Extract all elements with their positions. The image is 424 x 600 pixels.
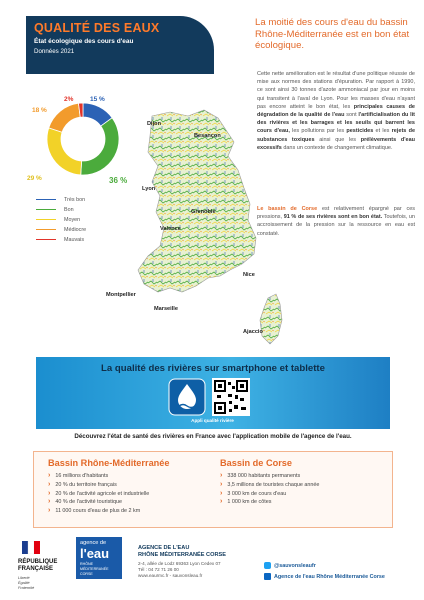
city-besancon: Besançon: [194, 133, 221, 139]
smartphone-title: La qualité des rivières sur smartphone et tablette: [101, 363, 325, 374]
list-item: › 20 % de l'activité agricole et industrielle: [48, 490, 149, 499]
legend-mediocre: Médiocre: [36, 227, 86, 233]
list-item: › 1 000 km de côtes: [220, 498, 319, 507]
app-icon[interactable]: [168, 378, 206, 416]
data-year: Données 2021: [34, 48, 75, 55]
city-valence: Valence: [160, 226, 181, 232]
list-item: › 3,5 millions de touristes chaque année: [220, 481, 319, 490]
pct-moyen-label: 29 %: [27, 175, 42, 182]
linkedin-link[interactable]: Agence de l'eau Rhône Méditerranée Corse: [264, 573, 385, 580]
list-item: › 338 000 habitants permanents: [220, 472, 319, 481]
donut-slice: [49, 103, 80, 132]
legend-tres-bon: Très bon: [36, 197, 85, 203]
marianne-logo-icon: [22, 541, 40, 554]
app-label: Appli qualité rivière: [191, 418, 234, 423]
twitter-link[interactable]: @sauvonsleaufr: [264, 562, 316, 569]
city-nice: Nice: [243, 272, 255, 278]
legend-moyen: Moyen: [36, 217, 80, 223]
corse-basin-list: [220, 472, 319, 507]
pct-tres-bon-label: 15 %: [90, 96, 105, 103]
twitter-icon: [264, 562, 271, 569]
rf-motto: Liberté Égalité Fraternité: [18, 576, 35, 590]
legend-mauvais: Mauvais: [36, 237, 84, 243]
qr-code-icon[interactable]: [212, 378, 250, 416]
pct-bon-label: 36 %: [109, 176, 128, 185]
list-item: › 3 000 km de cours d'eau: [220, 490, 319, 499]
donut-slice: [81, 118, 119, 175]
page-title: QUALITÉ DES EAUX: [34, 21, 160, 35]
list-item: › 40 % de l'activité touristique: [48, 498, 149, 507]
city-ajaccio: Ajaccio: [243, 329, 263, 335]
city-montpellier: Montpellier: [106, 292, 136, 298]
pct-mauvais-label: 2%: [64, 96, 74, 103]
pct-mediocre-label: 18 %: [32, 107, 47, 114]
agency-address: 2-4, allée de Lodz 69363 Lyon Cedex 07 Tél : 04 72 71 26 00 www.eaurmc.fr - sauvonsleau.fr: [138, 561, 221, 579]
intro-paragraph-1: Cette nette amélioration est le résultat d'une politique réussie de mise aux normes des stations d'épuration. Par rapport à 1990, ce sont ainsi 30 tonnes d'azote ammoniacal par jour en moins qui transitent à l'aval de Lyon. Pour les masses d'eau n'ayant pas encore atteint le bon état, les principales causes de dégradation de la qualité de l'eau sont l'artificialisation du lit des rivières et les barrages et les seuils qui barrent les cours d'eau, les pollutions par les pesticides et les rejets de substances toxiques ainsi que les prélèvements d'eau excessifs dans un contexte de changement climatique.: [257, 71, 416, 151]
legend-bon: Bon: [36, 207, 74, 213]
intro-headline: La moitié des cours d'eau du bassin Rhône-Méditerranée est en bon état écologique.: [255, 17, 410, 51]
list-item: › 20 % du territoire français: [48, 481, 149, 490]
donut-slice: [47, 128, 82, 175]
quality-donut-chart: [40, 96, 126, 182]
list-item: › 11 000 cours d'eau de plus de 2 km: [48, 507, 149, 516]
agency-name: AGENCE DE L'EAU RHÔNE MÉDITERRANÉE CORSE: [138, 545, 226, 558]
city-marseille: Marseille: [154, 306, 178, 312]
corse-basin-title: Bassin de Corse: [220, 458, 292, 468]
city-lyon: Lyon: [142, 186, 156, 192]
agency-logo: agence de l'eau RHÔNE MÉDITERRANÉE CORSE: [76, 537, 122, 579]
rm-basin-list: [48, 472, 149, 516]
rf-wordmark: RÉPUBLIQUE FRANÇAISE: [18, 559, 58, 572]
corsica-shape: [260, 294, 282, 344]
city-grenoble: Grenoble: [191, 209, 216, 215]
intro-paragraph-2: Le bassin de Corse est relativement épargné par ces pressions, 91 % de ses rivières sont en bon état. Toutefois, un accroissement de la pression sur la ressource en eau est constaté.: [257, 206, 415, 237]
list-item: › 16 millions d'habitants: [48, 472, 149, 481]
page-subtitle: État écologique des cours d'eau: [34, 38, 134, 45]
discover-text: Découvrez l'état de santé des rivières en France avec l'application mobile de l'agence de l'eau.: [74, 433, 352, 440]
river-quality-map: [130, 108, 290, 348]
city-dijon: Dijon: [147, 121, 161, 127]
linkedin-icon: [264, 573, 271, 580]
rm-basin-title: Bassin Rhône-Méditerranée: [48, 458, 170, 468]
